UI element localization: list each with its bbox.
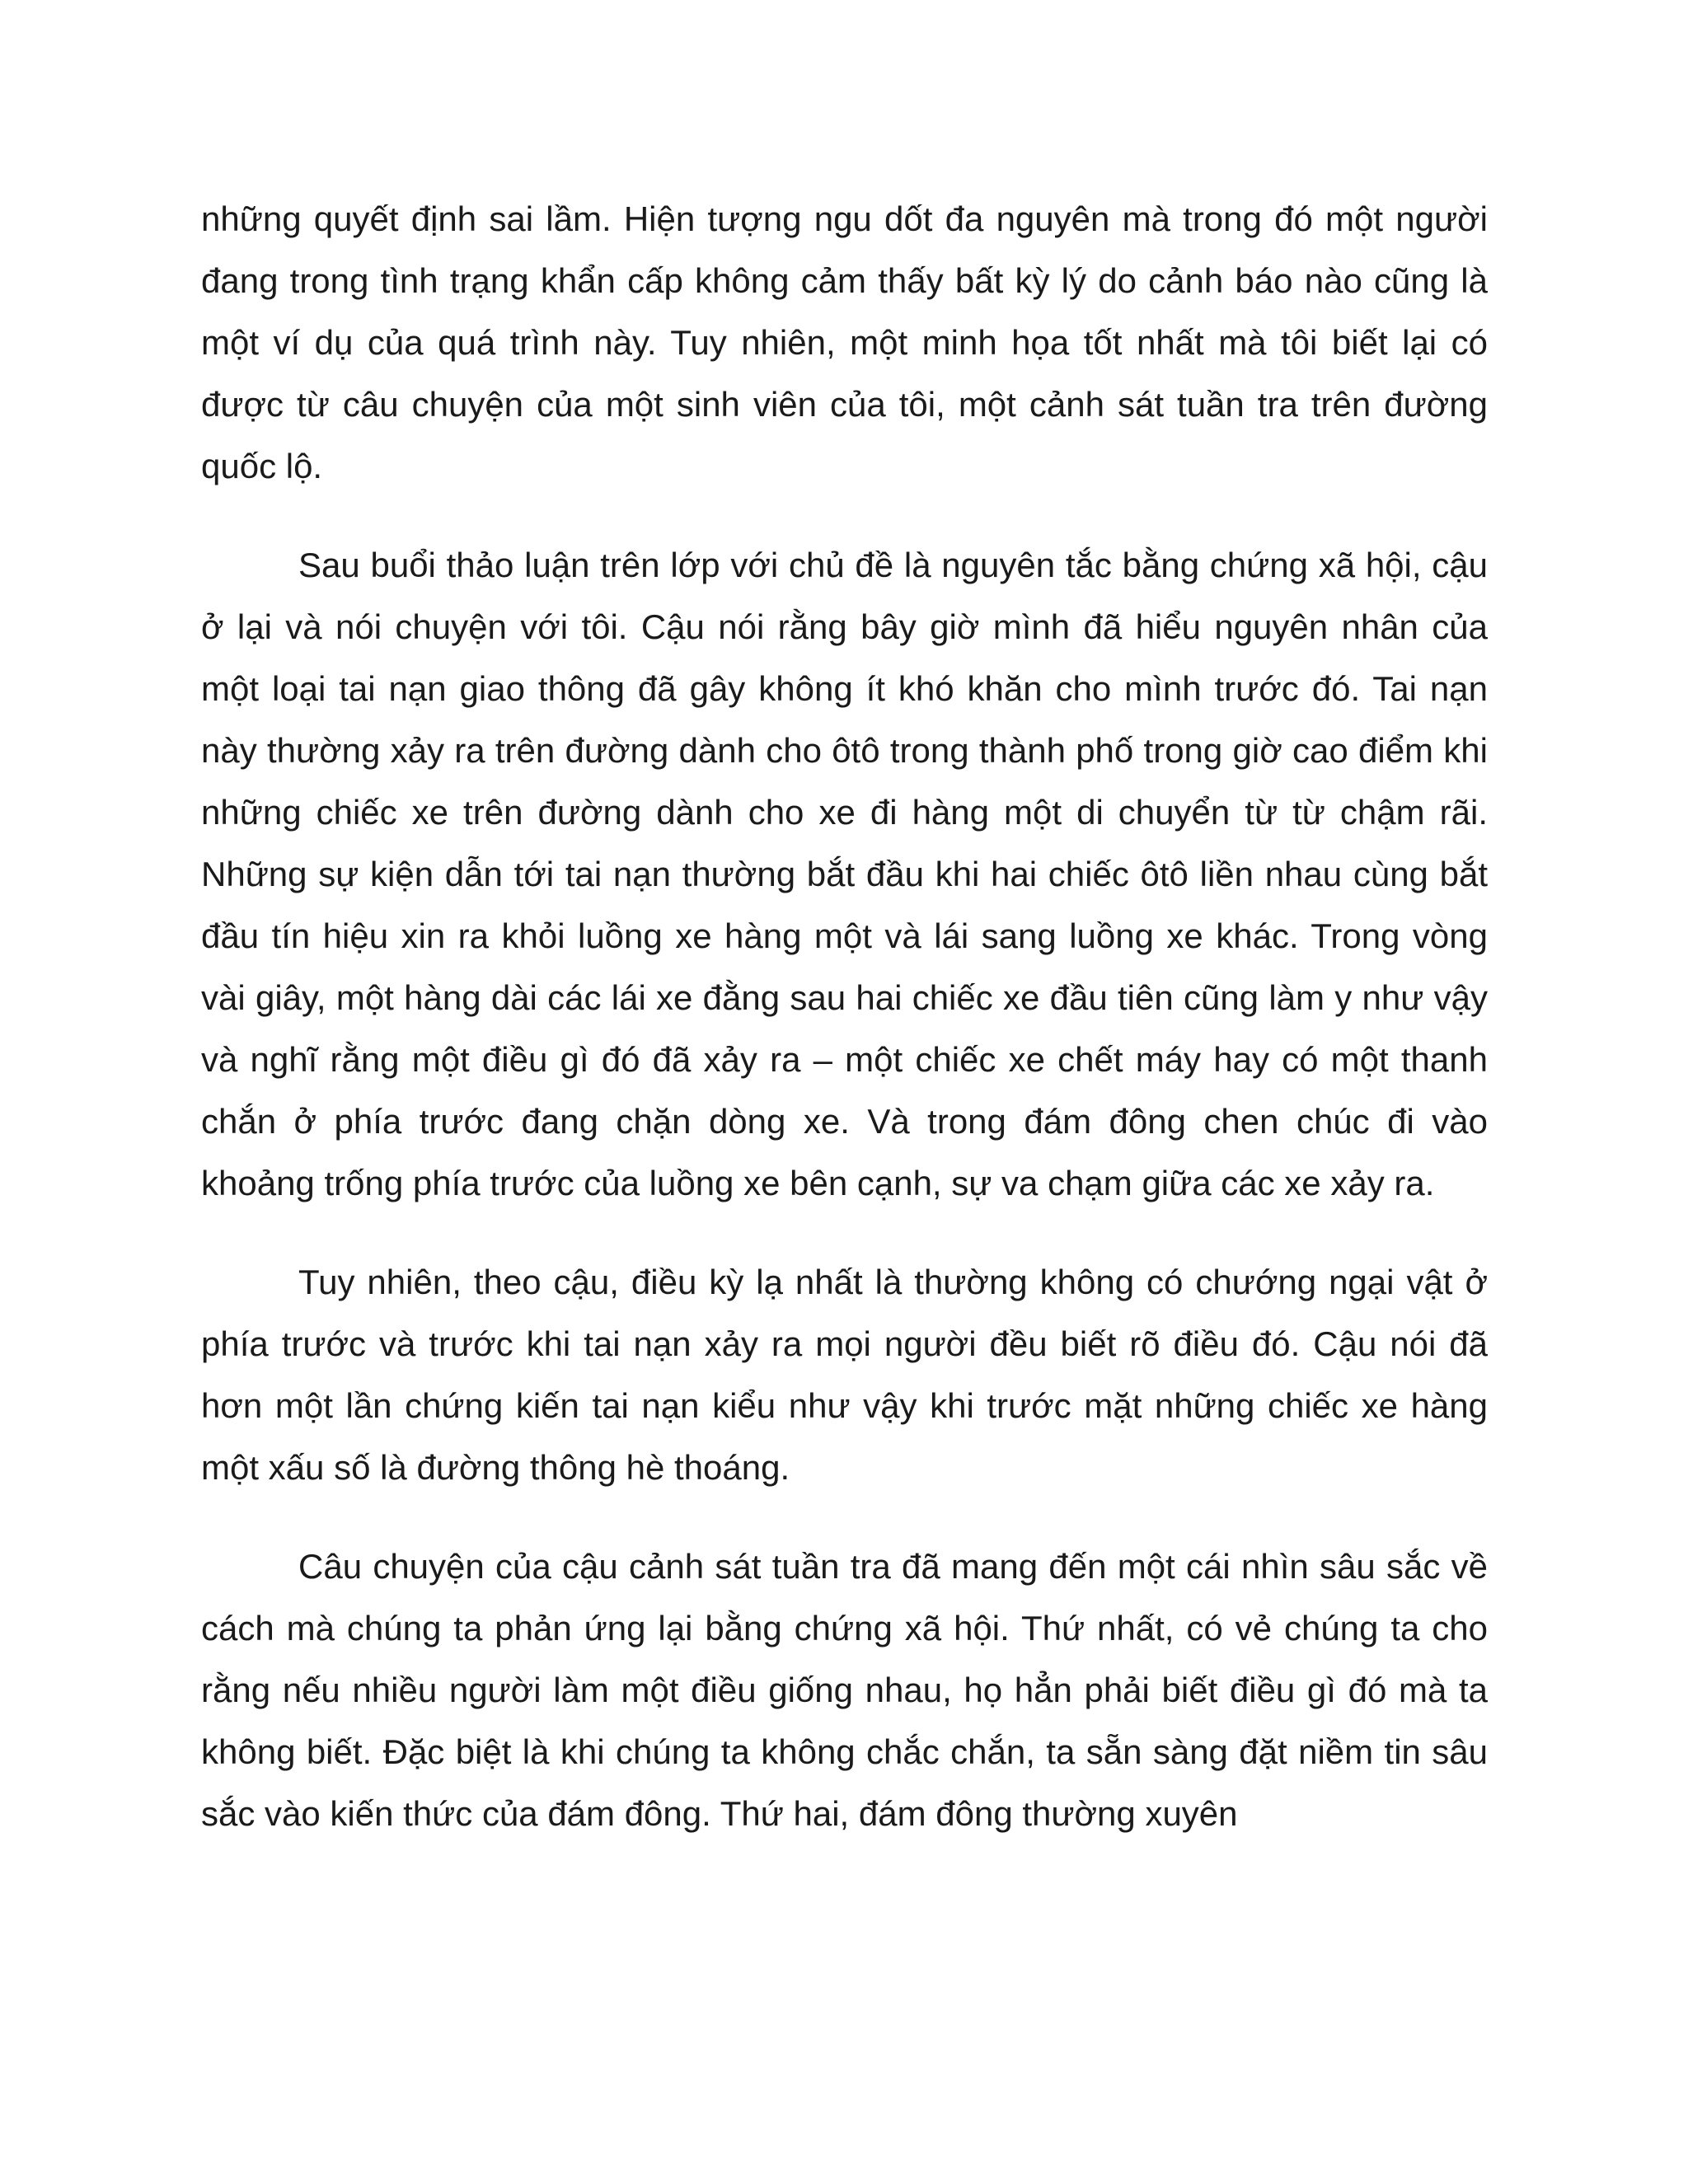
body-text xyxy=(201,188,1488,1844)
paragraph-3: Tuy nhiên, theo cậu, điều kỳ lạ nhất là thường không có chướng ngại vật ở phía trước và trước khi tai nạn xảy ra mọi người đều biết rõ điều đó. Cậu nói đã hơn một lần chứng kiến tai nạn kiểu như vậy khi trước mặt những chiếc xe hàng một xấu số là đường thông hè thoáng. xyxy=(201,1263,1488,1487)
paragraph-4: Câu chuyện của cậu cảnh sát tuần tra đã mang đến một cái nhìn sâu sắc về cách mà chúng ta phản ứng lại bằng chứng xã hội. Thứ nhất, có vẻ chúng ta cho rằng nếu nhiều người làm một điều giống nhau, họ hẳn phải biết điều gì đó mà ta không biết. Đặc biệt là khi chúng ta không chắc chắn, ta sẵn sàng đặt niềm tin sâu sắc vào kiến thức của đám đông. Thứ hai, đám đông thường xuyên xyxy=(201,1547,1488,1833)
paragraph-1: những quyết định sai lầm. Hiện tượng ngu dốt đa nguyên mà trong đó một người đang trong tình trạng khẩn cấp không cảm thấy bất kỳ lý do cảnh báo nào cũng là một ví dụ của quá trình này. Tuy nhiên, một minh họa tốt nhất mà tôi biết lại có được từ câu chuyện của một sinh viên của tôi, một cảnh sát tuần tra trên đường quốc lộ. xyxy=(201,199,1488,485)
paragraph-2: Sau buổi thảo luận trên lớp với chủ đề là nguyên tắc bằng chứng xã hội, cậu ở lại và nói chuyện với tôi. Cậu nói rằng bây giờ mình đã hiểu nguyên nhân của một loại tai nạn giao thông đã gây không ít khó khăn cho mình trước đó. Tai nạn này thường xảy ra trên đường dành cho ôtô trong thành phố trong giờ cao điểm khi những chiếc xe trên đường dành cho xe đi hàng một di chuyển từ từ chậm rãi. Những sự kiện dẫn tới tai nạn thường bắt đầu khi hai chiếc ôtô liền nhau cùng bắt đầu tín hiệu xin ra khỏi luồng xe hàng một và lái sang luồng xe khác. Trong vòng vài giây, một hàng dài các lái xe đằng sau hai chiếc xe đầu tiên cũng làm y như vậy và nghĩ rằng một điều gì đó đã xảy ra – một chiếc xe chết máy hay có một thanh chắn ở phía trước đang chặn dòng xe. Và trong đám đông chen chúc đi vào khoảng trống phía trước của luồng xe bên cạnh, sự va chạm giữa các xe xảy ra. xyxy=(201,546,1488,1202)
